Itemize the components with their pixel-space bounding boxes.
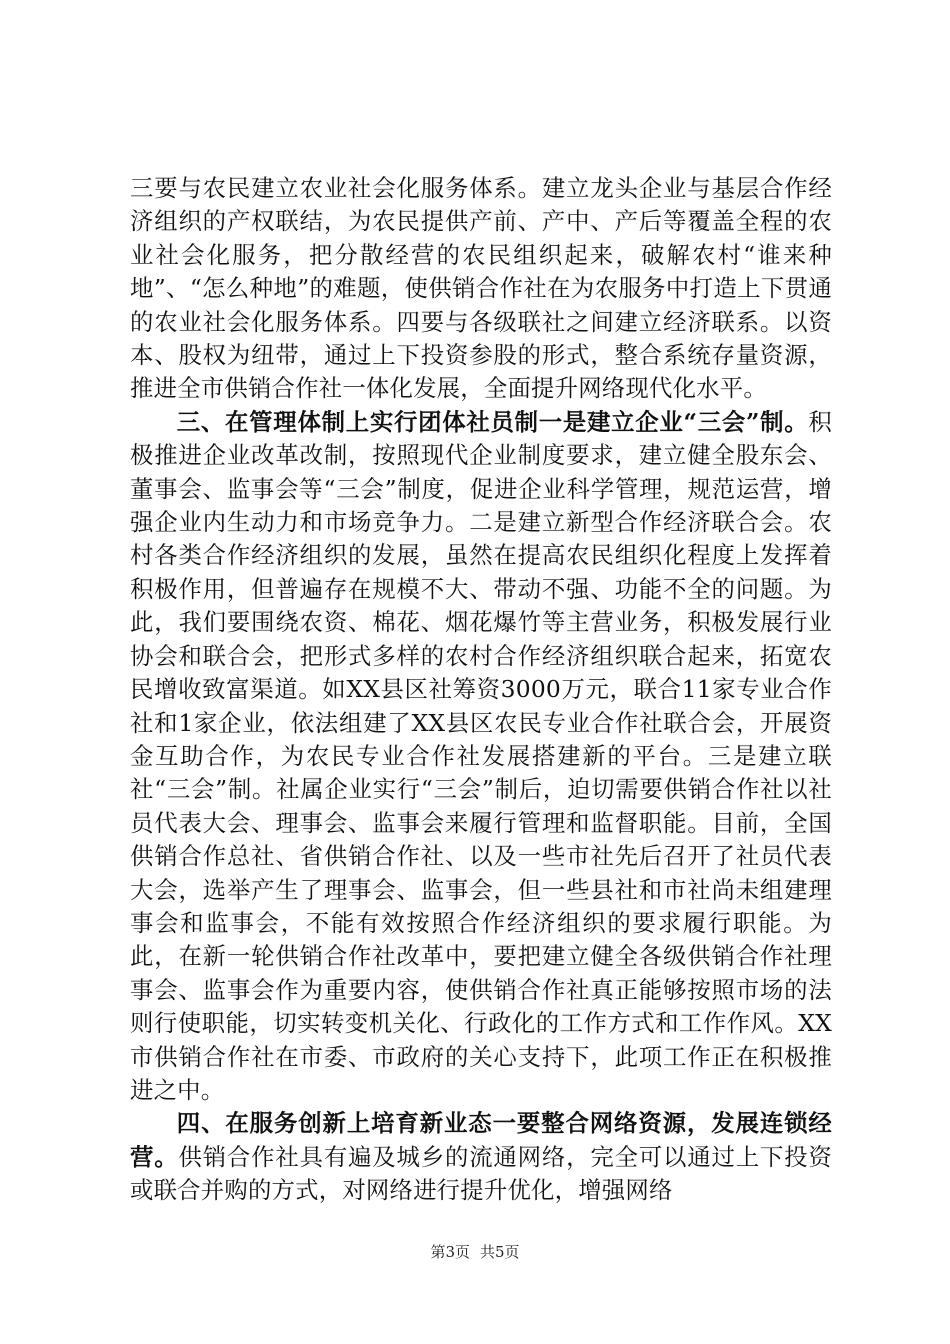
document-body (130, 172, 832, 1208)
page-footer (0, 1242, 950, 1262)
paragraph-1-text: 三要与农民建立农业社会化服务体系。建立龙头企业与基层合作经济组织的产权联结，为农民提供产前、产中、产后等覆盖全程的农业社会化服务，把分散经营的农民组织起来，破解农村“谁来种地”、“怎么种地”的难题，使供销合作社在为农服务中打造上下贯通的农业社会化服务体系。四要与各级联社之间建立经济联系。以资本、股权为纽带，通过上下投资参股的形式，整合系统存量资源，推进全市供销合作社一体化发展，全面提升网络现代化水平。 (130, 174, 832, 403)
page-number: 第3页 (430, 1243, 470, 1261)
paragraph-1 (130, 172, 832, 406)
page-total: 共5页 (480, 1243, 520, 1261)
section-heading-3: 三、在管理体制上实行团体社员制一是建立企业“三会”制。 (176, 407, 809, 436)
paragraph-2 (130, 406, 832, 1108)
paragraph-3 (130, 1107, 832, 1207)
paragraph-3-text: 供销合作社具有遍及城乡的流通网络，完全可以通过上下投资或联合并购的方式，对网络进行提升优化，增强网络 (130, 1142, 832, 1205)
paragraph-2-text: 积极推进企业改革改制，按照现代企业制度要求，建立健全股东会、董事会、监事会等“三会”制度，促进企业科学管理，规范运营，增强企业内生动力和市场竞争力。二是建立新型合作经济联合会。农村各类合作经济组织的发展，虽然在提高农民组织化程度上发挥着积极作用，但普遍存在规模不大、带动不强、功能不全的问题。为此，我们要围绕农资、棉花、烟花爆竹等主营业务，积极发展行业协会和联合会，把形式多样的农村合作经济组织联合起来，拓宽农民增收致富渠道。如XX县区社筹资3000万元，联合11家专业合作社和1家企业，依法组建了XX县区农民专业合作社联合会，开展资金互助合作，为农民专业合作社发展搭建新的平台。三是建立联社“三会”制。社属企业实行“三会”制后，迫切需要供销合作社以社员代表大会、理事会、监事会来履行管理和监督职能。目前，全国供销合作总社、省供销合作社、以及一些市社先后召开了社员代表大会，选举产生了理事会、监事会，但一些县社和市社尚未组建理事会和监事会，不能有效按照合作经济组织的要求履行职能。为此，在新一轮供销合作社改革中，要把建立健全各级供销合作社理事会、监事会作为重要内容，使供销合作社真正能够按照市场的法则行使职能，切实转变机关化、行政化的工作方式和工作作风。XX市供销合作社在市委、市政府的关心支持下，此项工作正在积极推进之中。 (130, 407, 832, 1104)
section-heading-4: 四、在服务创新上培育新业态一要整合网络资源，发展连锁经营。 (130, 1109, 832, 1171)
